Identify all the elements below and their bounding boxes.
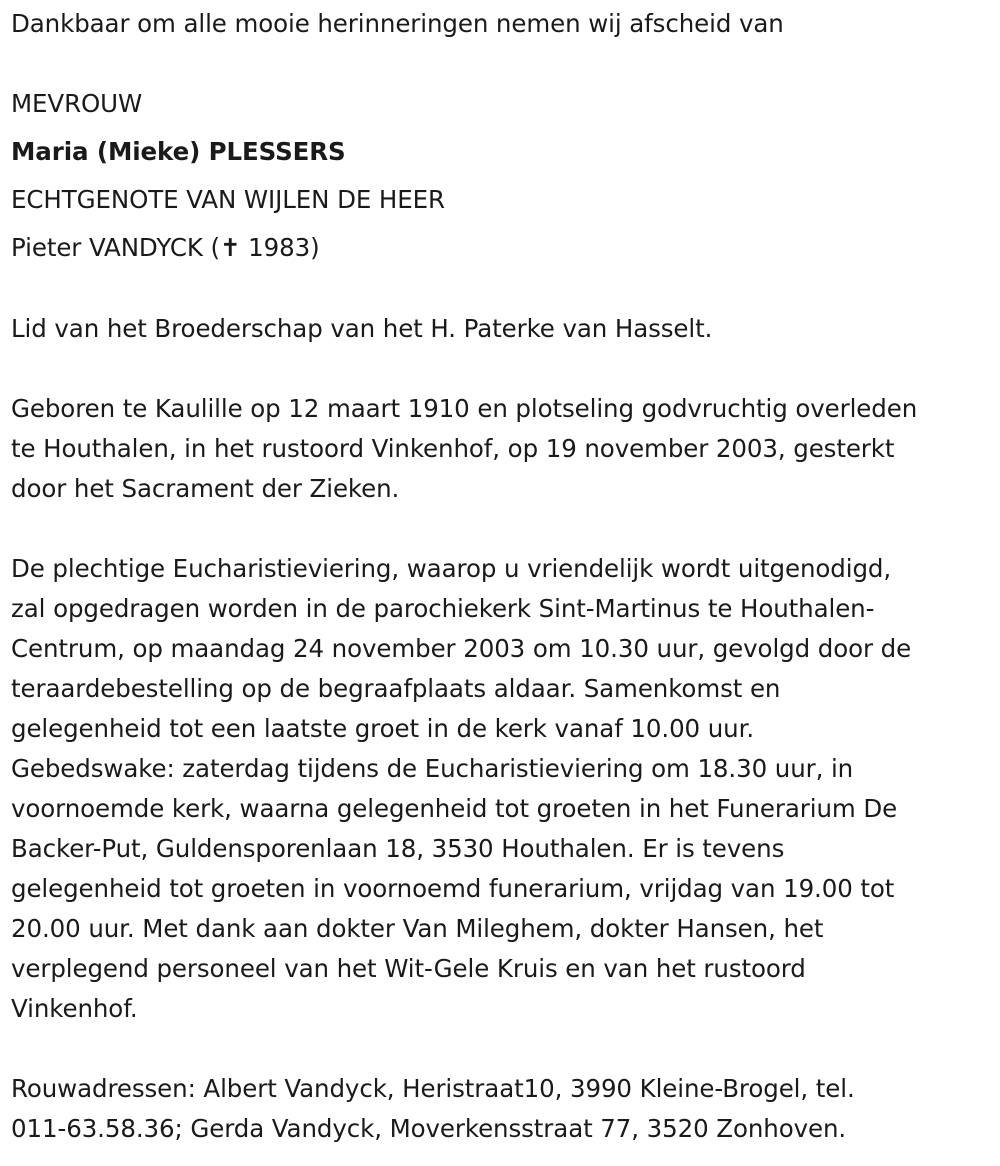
birth-death-line: door het Sacrament der Zieken. (11, 474, 400, 503)
address-line: Rouwadressen: Albert Vandyck, Heristraat10, 3990 Kleine-Brogel, tel. (11, 1074, 855, 1103)
service-line: Vinkenhof. (11, 994, 138, 1023)
service-line: voornoemde kerk, waarna gelegenheid tot groeten in het Funerarium De (11, 794, 898, 823)
birth-death-line: Geboren te Kaulille op 12 maart 1910 en plotseling godvruchtig overleden (11, 394, 918, 423)
birth-death-line: te Houthalen, in het rustoord Vinkenhof, op 19 november 2003, gesterkt (11, 434, 895, 463)
address-line: 011-63.58.36; Gerda Vandyck, Moverkensstraat 77, 3520 Zonhoven. (11, 1114, 847, 1143)
intro-text: Dankbaar om alle mooie herinneringen nemen wij afscheid van (11, 9, 784, 38)
service-line: verplegend personeel van het Wit-Gele Kruis en van het rustoord (11, 954, 806, 983)
spouse-title: ECHTGENOTE VAN WIJLEN DE HEER (11, 185, 445, 214)
service-line: 20.00 uur. Met dank aan dokter Van Mileghem, dokter Hansen, het (11, 914, 824, 943)
membership-text: Lid van het Broederschap van het H. Paterke van Hasselt. (11, 314, 713, 343)
service-line: Gebedswake: zaterdag tijdens de Eucharistieviering om 18.30 uur, in (11, 754, 854, 783)
honorific-title: MEVROUW (11, 89, 143, 118)
deceased-name: Maria (Mieke) PLESSERS (11, 137, 346, 166)
service-line: De plechtige Eucharistieviering, waarop u vriendelijk wordt uitgenodigd, (11, 554, 892, 583)
service-line: teraardebestelling op de begraafplaats aldaar. Samenkomst en (11, 674, 781, 703)
service-line: Centrum, op maandag 24 november 2003 om 10.30 uur, gevolgd door de (11, 634, 912, 663)
service-line: Backer-Put, Guldensporenlaan 18, 3530 Houthalen. Er is tevens (11, 834, 785, 863)
service-paragraph (11, 549, 996, 1029)
service-line: gelegenheid tot groeten in voornoemd funerarium, vrijdag van 19.00 tot (11, 874, 895, 903)
spouse-name: Pieter VANDYCK (✝ 1983) (11, 233, 320, 262)
mourning-addresses (11, 1069, 996, 1149)
birth-death-paragraph (11, 389, 996, 509)
service-line: zal opgedragen worden in de parochiekerk Sint-Martinus te Houthalen- (11, 594, 875, 623)
service-line: gelegenheid tot een laatste groet in de kerk vanaf 10.00 uur. (11, 714, 755, 743)
